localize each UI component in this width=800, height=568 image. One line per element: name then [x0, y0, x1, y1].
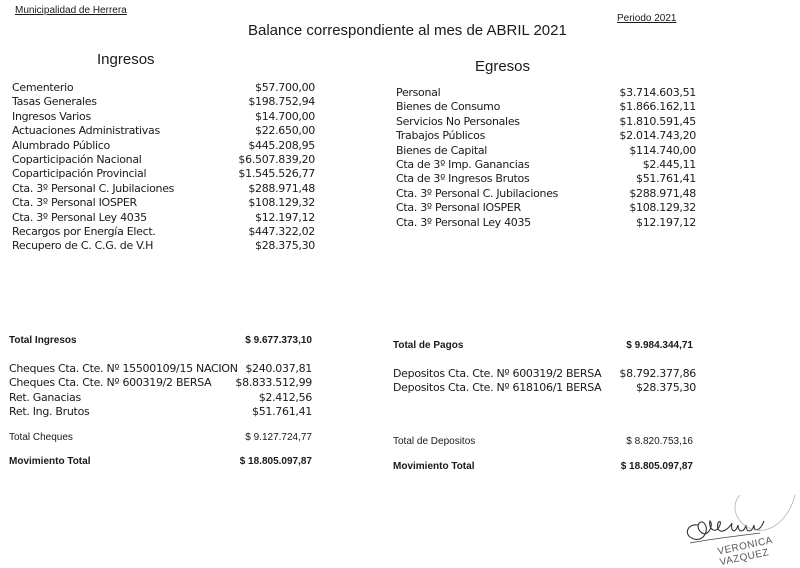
item-value: $1.810.591,45 — [619, 114, 696, 128]
total-cheques-value: $ 9.127.724,77 — [245, 432, 312, 443]
movimiento-total-ingresos-row — [9, 456, 312, 470]
total-depositos-value: $ 8.820.753,16 — [626, 436, 693, 447]
movimiento-total-value: $ 18.805.097,87 — [239, 456, 312, 467]
item-label: Depositos Cta. Cte. Nº 618106/1 BERSA — [393, 381, 602, 395]
item-label: Cheques Cta. Cte. Nº 600319/2 BERSA — [9, 376, 212, 390]
item-label: Cta de 3º Imp. Ganancias — [396, 157, 530, 171]
list-item — [12, 239, 315, 253]
total-ingresos-value: $ 9.677.373,10 — [245, 335, 312, 346]
municipality-name: Municipalidad de Herrera — [15, 5, 127, 16]
list-item — [396, 100, 696, 114]
total-ingresos-label: Total Ingresos — [9, 335, 77, 346]
item-label: Ret. Ing. Brutos — [9, 405, 90, 419]
item-value: $6.507.839,20 — [238, 152, 315, 166]
egresos-heading: Egresos — [475, 58, 531, 75]
cheques-list — [9, 362, 312, 420]
item-value: $2.412,56 — [258, 390, 312, 404]
list-item — [393, 367, 696, 381]
item-value: $57.700,00 — [255, 81, 315, 94]
item-label: Alumbrado Público — [12, 138, 110, 152]
item-value: $1.545.526,77 — [238, 167, 315, 181]
item-label: Cta. 3º Personal C. Jubilaciones — [396, 186, 559, 200]
movimiento-total-egresos-row — [393, 461, 693, 475]
total-pagos-row — [393, 340, 693, 354]
total-cheques-label: Total Cheques — [9, 432, 73, 443]
item-value: $108.129,32 — [248, 196, 315, 210]
total-pagos-value: $ 9.984.344,71 — [626, 340, 693, 351]
movimiento-total-label: Movimiento Total — [9, 456, 91, 467]
list-item — [396, 129, 696, 143]
item-value: $288.971,48 — [629, 186, 696, 200]
item-value: $14.700,00 — [255, 109, 315, 123]
list-item — [9, 362, 312, 376]
item-value: $114.740,00 — [629, 143, 696, 157]
item-value: $12.197,12 — [255, 210, 315, 224]
item-value: $51.761,41 — [252, 405, 312, 419]
item-value: $3.714.603,51 — [619, 86, 696, 99]
list-item — [12, 225, 315, 239]
period-label: Periodo 2021 — [617, 13, 677, 24]
depositos-list — [393, 367, 696, 396]
item-label: Coparticipación Nacional — [12, 152, 142, 166]
list-item — [396, 187, 696, 201]
item-label: Bienes de Capital — [396, 143, 488, 157]
item-label: Cta. 3º Personal Ley 4035 — [12, 210, 147, 224]
item-label: Ret. Ganacias — [9, 390, 81, 404]
item-label: Actuaciones Administrativas — [12, 124, 160, 138]
total-cheques-row — [9, 432, 312, 446]
list-item — [396, 115, 696, 129]
item-label: Ingresos Varios — [12, 109, 91, 123]
item-value: $22.650,00 — [255, 124, 315, 138]
item-label: Servicios No Personales — [396, 114, 520, 128]
item-label: Cta. 3º Personal Ley 4035 — [396, 215, 531, 229]
item-value: $1.866.162,11 — [619, 100, 696, 114]
list-item — [393, 381, 696, 395]
item-label: Recupero de C. C.G. de V.H — [12, 239, 154, 253]
list-item — [9, 405, 312, 419]
item-label: Coparticipación Provincial — [12, 167, 147, 181]
list-item — [12, 182, 315, 196]
list-item — [9, 376, 312, 390]
item-label: Cta. 3º Personal C. Jubilaciones — [12, 181, 175, 195]
list-item — [396, 201, 696, 215]
item-label: Bienes de Consumo — [396, 100, 501, 114]
list-item — [12, 211, 315, 225]
item-label: Cta de 3º Ingresos Brutos — [396, 172, 530, 186]
item-value: $8.833.512,99 — [235, 376, 312, 390]
total-depositos-label: Total de Depositos — [393, 436, 476, 447]
item-label: Recargos por Energía Elect. — [12, 224, 156, 238]
item-label: Cementerio — [12, 81, 74, 94]
list-item — [12, 153, 315, 167]
list-item — [9, 391, 312, 405]
item-value: $445.208,95 — [248, 138, 315, 152]
item-value: $28.375,30 — [255, 239, 315, 253]
item-value: $240.037,81 — [245, 362, 312, 375]
item-value: $2.445,11 — [642, 157, 696, 171]
item-label: Cta. 3º Personal IOSPER — [12, 196, 137, 210]
list-item — [396, 86, 696, 100]
list-item — [396, 172, 696, 186]
total-pagos-label: Total de Pagos — [393, 340, 464, 351]
item-value: $51.761,41 — [636, 172, 696, 186]
total-depositos-row — [393, 436, 693, 450]
item-label: Depositos Cta. Cte. Nº 600319/2 BERSA — [393, 367, 602, 380]
total-ingresos-row — [9, 335, 312, 349]
movimiento-total-label: Movimiento Total — [393, 461, 475, 472]
item-value: $447.322,02 — [248, 224, 315, 238]
item-value: $12.197,12 — [636, 215, 696, 229]
signature-name-stamp: VERONICA VAZQUEZ — [716, 535, 774, 568]
item-value: $28.375,30 — [636, 381, 696, 395]
item-label: Cheques Cta. Cte. Nº 15500109/15 NACION — [9, 362, 238, 375]
item-value: $2.014.743,20 — [619, 129, 696, 143]
list-item — [396, 144, 696, 158]
item-value: $8.792.377,86 — [619, 367, 696, 380]
list-item — [12, 110, 315, 124]
item-value: $288.971,48 — [248, 181, 315, 195]
list-item — [12, 95, 315, 109]
item-value: $108.129,32 — [629, 201, 696, 215]
list-item — [12, 139, 315, 153]
list-item — [12, 167, 315, 181]
list-item — [12, 196, 315, 210]
ingresos-heading: Ingresos — [97, 51, 155, 68]
egresos-list — [396, 86, 696, 230]
ingresos-list — [12, 81, 315, 254]
movimiento-total-value: $ 18.805.097,87 — [620, 461, 693, 472]
list-item — [396, 216, 696, 230]
item-label: Trabajos Públicos — [396, 129, 486, 143]
item-label: Tasas Generales — [12, 95, 97, 109]
list-item — [12, 124, 315, 138]
list-item — [396, 158, 696, 172]
item-label: Personal — [396, 86, 441, 99]
item-value: $198.752,94 — [248, 95, 315, 109]
item-label: Cta. 3º Personal IOSPER — [396, 201, 521, 215]
document-title: Balance correspondiente al mes de ABRIL 2021 — [248, 22, 567, 39]
list-item — [12, 81, 315, 95]
